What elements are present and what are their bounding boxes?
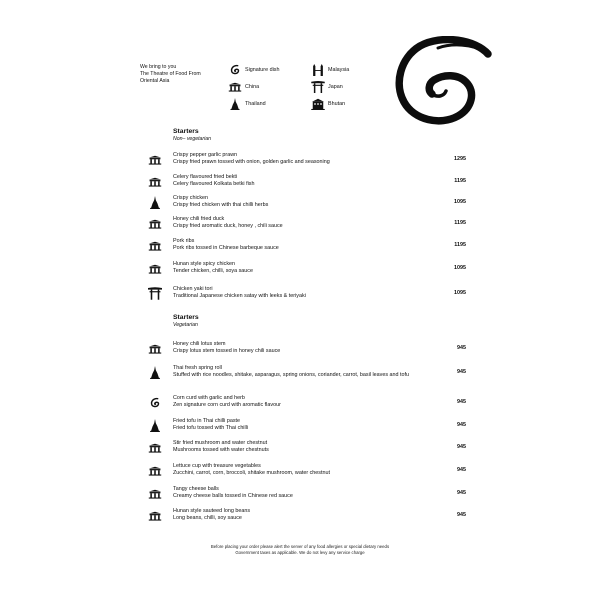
menu-item-description: Traditional Japanese chicken satay with leeks & teriyaki	[173, 292, 306, 299]
menu-item-price: 945	[457, 421, 466, 428]
menu-item-description: Mushrooms tossed with water chestnuts	[173, 446, 269, 453]
menu-item	[146, 152, 466, 172]
menu-item	[146, 440, 466, 460]
menu-item-name: Honey chili fried duck	[173, 216, 225, 222]
menu-item-name: Pork ribs	[173, 238, 195, 244]
menu-item-name: Lettuce cup with treasure vegetables	[173, 463, 261, 469]
menu-item-description: Crispy fried aromatic duck, honey , chili sauce	[173, 222, 283, 229]
menu-item-description: Celery flavoured Kolkata betki fish	[173, 180, 255, 187]
menu-item	[146, 341, 466, 361]
china-icon	[146, 239, 164, 252]
china-icon	[146, 464, 164, 477]
menu-item-description: Zucchini, carrot, corn, broccoli, shitake mushroom, water chestnut	[173, 469, 330, 476]
menu-item-price: 945	[457, 489, 466, 496]
section-title: Starters	[173, 128, 199, 135]
menu-item-description: Pork ribs tossed in Chinese barbeque sauce	[173, 244, 279, 251]
menu-item-name: Hunan style spicy chicken	[173, 261, 236, 267]
menu-item-price: 1195	[454, 177, 466, 184]
menu-item-price: 945	[457, 466, 466, 473]
legend-label: Signature dish	[245, 66, 280, 73]
thailand-icon	[146, 196, 164, 209]
menu-item	[146, 238, 466, 258]
china-icon	[146, 175, 164, 188]
intro-line: The Theatre of Food From	[140, 71, 201, 78]
legend-malaysia	[311, 64, 349, 75]
legend-label: Bhutan	[328, 100, 346, 107]
menu-item-name: Hunan style sauteed long beans	[173, 508, 251, 514]
legend-label: China	[245, 83, 260, 90]
menu-item-price: 945	[457, 511, 466, 518]
menu-item-price: 1095	[454, 198, 466, 205]
intro-line: Oriental Asia	[140, 78, 170, 85]
menu-item	[146, 195, 466, 215]
menu-item-description: Long beans, chilli, soy sauce	[173, 514, 242, 521]
legend-thailand	[228, 98, 266, 109]
malaysia-icon	[311, 64, 325, 75]
menu-item	[146, 463, 466, 483]
brand-swirl-logo	[392, 36, 502, 128]
footer-line: Before placing your order please alert the server of any food allergies or special dietary needs	[210, 544, 390, 549]
legend-china	[228, 81, 259, 92]
menu-item	[146, 418, 466, 438]
menu-item-name: Crispy pepper garlic prawn	[173, 152, 238, 158]
intro-line: We bring to you	[140, 64, 177, 70]
menu-item-description: Crispy fried prawn tossed with onion, golden garlic and seasoning	[173, 158, 330, 165]
footer-note	[0, 544, 600, 556]
menu-item	[146, 216, 466, 236]
menu-item-description: Tender chicken, chilli, soya sauce	[173, 267, 254, 274]
menu-item-name: Thai fresh spring roll	[173, 365, 222, 371]
menu-item-price: 1295	[454, 155, 466, 162]
menu-item-price: 945	[457, 398, 466, 405]
menu-item-price: 945	[457, 344, 466, 351]
china-icon	[146, 153, 164, 166]
menu-item-description: Crispy lotus stem tossed in honey chili sauce	[173, 347, 281, 354]
menu-item-description: Creamy cheese balls tossed in Chinese red sauce	[173, 492, 293, 499]
footer-line: Government taxes as applicable. We do not levy any service charge	[235, 550, 365, 555]
china-icon	[146, 487, 164, 500]
menu-item	[146, 365, 466, 385]
china-icon	[146, 342, 164, 355]
legend-bhutan	[311, 98, 345, 109]
menu-item-name: Stir fried mushroom and water chestnut	[173, 440, 268, 446]
menu-item-name: Tangy cheese balls	[173, 486, 219, 492]
menu-item-price: 1095	[454, 289, 466, 296]
intro-text	[140, 64, 201, 86]
menu-item	[146, 286, 466, 306]
menu-item	[146, 395, 466, 415]
menu-item-name: Crispy chicken	[173, 195, 209, 201]
china-icon	[146, 509, 164, 522]
legend-label: Malaysia	[328, 66, 350, 73]
bhutan-icon	[311, 98, 325, 109]
menu-item-description: Crispy fried chicken with thai chilli herbs	[173, 201, 269, 208]
legend-signature	[228, 64, 279, 75]
menu-item-name: Fried tofu in Thai chilli paste	[173, 418, 241, 424]
menu-item-description: Stuffed with rice noodles, shitake, asparagus, spring onions, coriander, carrot, basil leaves and tofu	[173, 371, 410, 378]
japan-icon	[311, 81, 325, 92]
legend-label: Japan	[328, 83, 343, 90]
section-subtitle: Vegetarian	[173, 322, 198, 328]
thailand-icon	[146, 419, 164, 432]
menu-item	[146, 486, 466, 506]
menu-item-name: Celery flavoured fried bekti	[173, 174, 238, 180]
legend-japan	[311, 81, 343, 92]
signature-icon	[146, 396, 164, 409]
menu-item-description: Fried tofu tossed with Thai chilli	[173, 424, 249, 431]
china-icon	[228, 81, 242, 92]
legend-label: Thailand	[245, 100, 266, 107]
menu-item-price: 1195	[454, 219, 466, 226]
menu-item-price: 945	[457, 368, 466, 375]
signature-icon	[228, 64, 242, 75]
menu-item	[146, 508, 466, 528]
menu-item	[146, 174, 466, 194]
china-icon	[146, 262, 164, 275]
menu-item-description: Zen signature corn curd with aromatic flavour	[173, 401, 281, 408]
section-subtitle: Non– vegetarian	[173, 136, 212, 142]
thailand-icon	[146, 366, 164, 379]
thailand-icon	[228, 98, 242, 109]
china-icon	[146, 441, 164, 454]
china-icon	[146, 217, 164, 230]
menu-item	[146, 261, 466, 281]
menu-item-price: 1195	[454, 241, 466, 248]
section-title: Starters	[173, 314, 199, 321]
menu-item-name: Honey chili lotus stem	[173, 341, 226, 347]
menu-item-price: 1095	[454, 264, 466, 271]
japan-icon	[146, 287, 164, 300]
menu-item-name: Chicken yaki tori	[173, 286, 213, 292]
menu-item-name: Corn curd with garlic and herb	[173, 395, 245, 401]
menu-item-price: 945	[457, 443, 466, 450]
